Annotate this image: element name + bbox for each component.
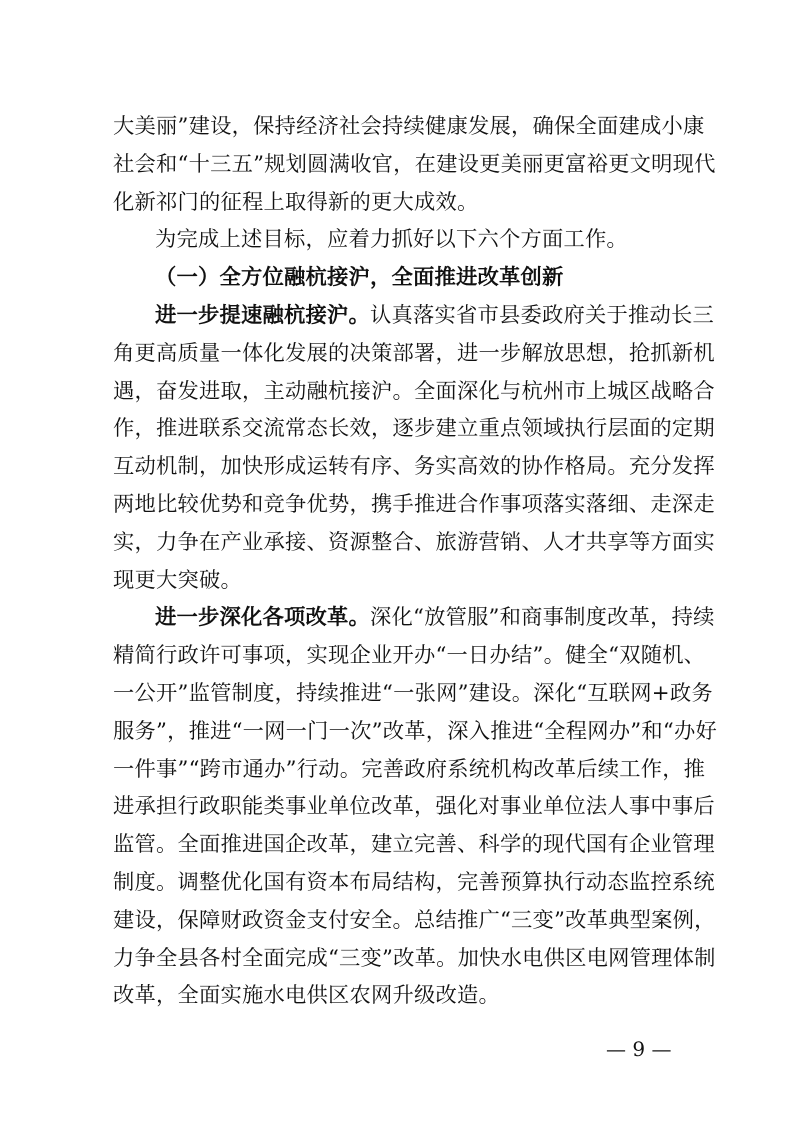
text-line: 互动机制，加快形成运转有序、务实高效的协作格局。充分发挥 bbox=[113, 454, 715, 480]
text-line: 一件事”“跨市通办”行动。完善政府系统机构改革后续工作，推 bbox=[113, 756, 706, 782]
text-line: 化新祁门的征程上取得新的更大成效。 bbox=[113, 189, 479, 215]
text-line: 现更大突破。 bbox=[113, 567, 242, 593]
text-line: 社会和“十三五”规划圆满收官，在建设更美丽更富裕更文明现代 bbox=[113, 151, 716, 177]
body-text bbox=[113, 108, 717, 1015]
text-line: 精简行政许可事项，实现企业开办“一日办结”。健全“双随机、 bbox=[113, 643, 706, 669]
section-heading bbox=[113, 259, 685, 297]
text-line: 一公开”监管制度，持续推进“一张网”建设。深化“互联网+政务 bbox=[113, 680, 713, 706]
text-line bbox=[113, 297, 714, 335]
text-line: 改革，全面实施水电供区农网升级改造。 bbox=[113, 983, 500, 1009]
text-line: 进承担行政职能类事业单位改革，强化对事业单位法人事中事后 bbox=[113, 794, 715, 820]
text-line: 大美丽”建设，保持经济社会持续健康发展，确保全面建成小康 bbox=[113, 114, 705, 139]
paragraph-reform bbox=[113, 599, 717, 1015]
section-heading-text: （一）全方位融杭接沪，全面推进改革创新 bbox=[155, 265, 564, 291]
page-number: — 9 — bbox=[606, 1037, 672, 1061]
text-line: 两地比较优势和竞争优势，携手推进合作事项落实落细、走深走 bbox=[113, 491, 715, 517]
text-line: 实，力争在产业承接、资源整合、旅游营销、人才共享等方面实 bbox=[113, 529, 715, 555]
text-line: 制度。调整优化国有资本布局结构，完善预算执行动态监控系统 bbox=[113, 869, 715, 895]
text-run: 认真落实省市县委政府关于推动长三 bbox=[369, 302, 714, 328]
text-line: 为完成上述目标，应着力抓好以下六个方面工作。 bbox=[155, 227, 628, 253]
text-line: 遇，奋发进取，主动融杭接沪。全面深化与杭州市上城区战略合 bbox=[113, 378, 715, 404]
paragraph-intro bbox=[113, 221, 685, 259]
text-line: 力争全县各村全面完成“三变”改革。加快水电供区电网管理体制 bbox=[113, 945, 716, 971]
text-line: 监管。全面推进国企改革，建立完善、科学的现代国有企业管理 bbox=[113, 832, 715, 858]
text-line: 作，推进联系交流常态长效，逐步建立重点领域执行层面的定期 bbox=[113, 416, 715, 442]
text-line: 建设，保障财政资金支付安全。总结推广“三变”改革典型案例， bbox=[113, 907, 716, 933]
paragraph-lead: 进一步深化各项改革。 bbox=[155, 605, 370, 631]
text-line: 服务”，推进“一网一门一次”改革，深入推进“全程网办”和“办好 bbox=[113, 718, 717, 744]
paragraph-integration bbox=[113, 297, 715, 599]
paragraph-lead: 进一步提速融杭接沪。 bbox=[155, 302, 370, 328]
text-line bbox=[113, 599, 715, 637]
paragraph-continuation bbox=[113, 108, 716, 221]
text-line: 角更高质量一体化发展的决策部署，进一步解放思想，抢抓新机 bbox=[113, 340, 715, 366]
text-run: 深化“放管服”和商事制度改革，持续 bbox=[369, 605, 715, 631]
